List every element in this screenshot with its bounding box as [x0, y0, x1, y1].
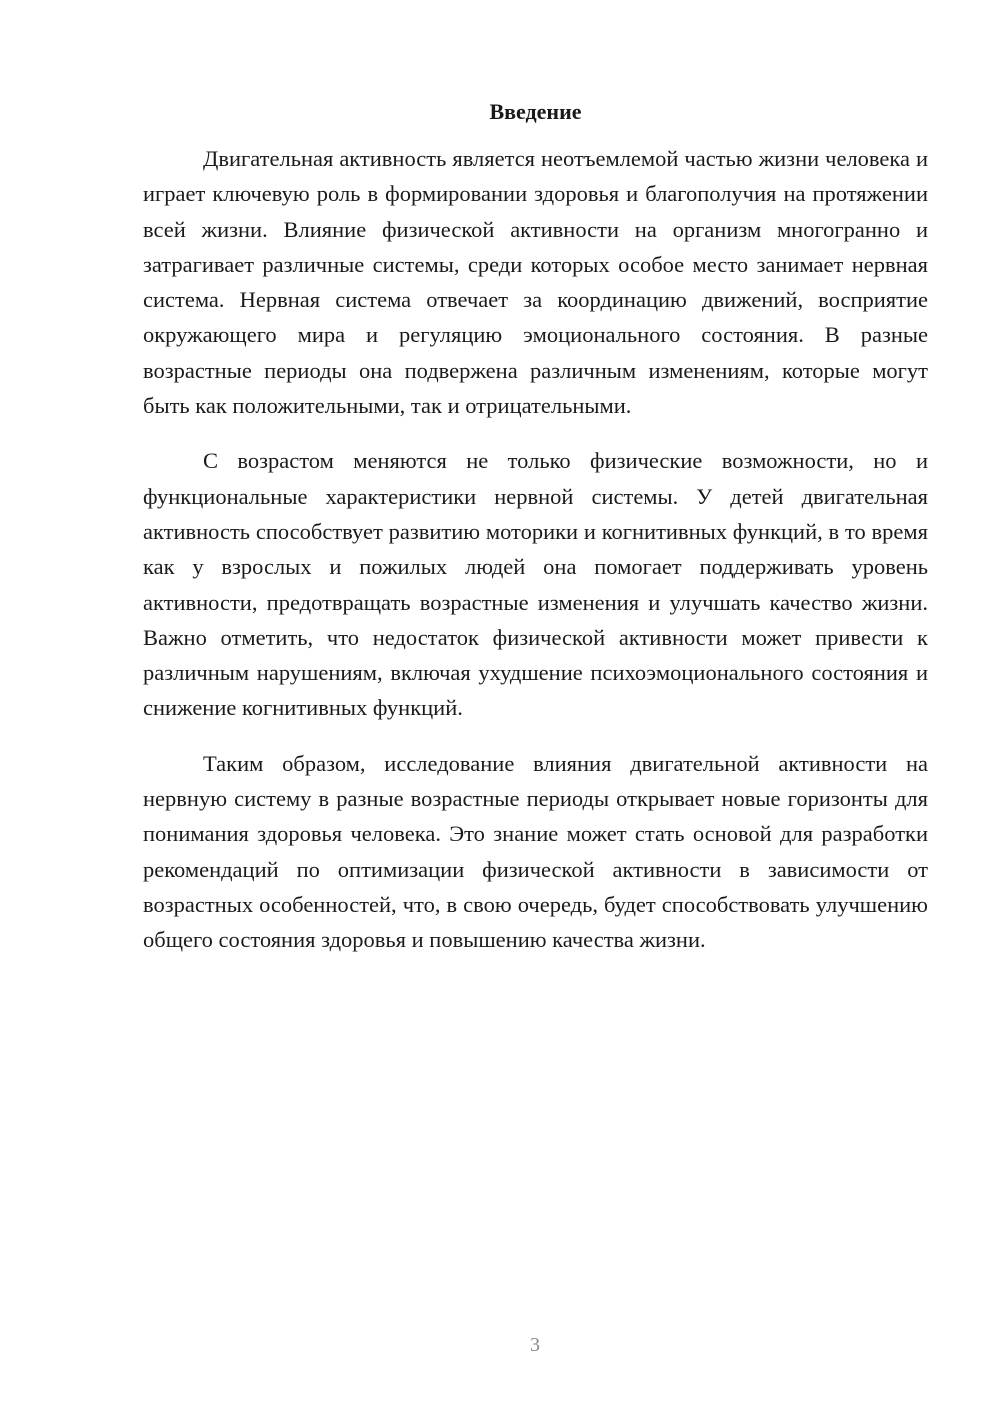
paragraph-2: С возрастом меняются не только физические возможности, но и функциональные характеристики нервной системы. У детей двигательная активность способствует развитию моторики и когнитивных функций, в то время как у взрослых и пожилых людей она помогает поддерживать уровень активности, предотвращать возрастные изменения и улучшать качество жизни. Важно отметить, что недостаток физической активности может привести к различным нарушениям, включая ухудшение психоэмоционального состояния и снижение когнитивных функций.	[143, 448, 928, 721]
body-text	[143, 141, 928, 978]
page-number: 3	[530, 1334, 540, 1356]
paragraph-1: Двигательная активность является неотъемлемой частью жизни человека и играет ключевую роль в формировании здоровья и благополучия на протяжении всей жизни. Влияние физической активности на организм многогранно и затрагивает различные системы, среди которых особое место занимает нервная система. Нервная система отвечает за координацию движений, восприятие окружающего мира и регуляцию эмоционального состояния. В разные возрастные периоды она подвержена различным изменениям, которые могут быть как положительными, так и отрицательными.	[143, 146, 928, 419]
section-heading: Введение	[489, 99, 582, 124]
paragraph-3: Таким образом, исследование влияния двигательной активности на нервную систему в разные возрастные периоды открывает новые горизонты для понимания здоровья человека. Это знание может стать основой для разработки рекомендаций по оптимизации физической активности в зависимости от возрастных особенностей, что, в свою очередь, будет способствовать улучшению общего состояния здоровья и повышению качества жизни.	[143, 750, 928, 953]
